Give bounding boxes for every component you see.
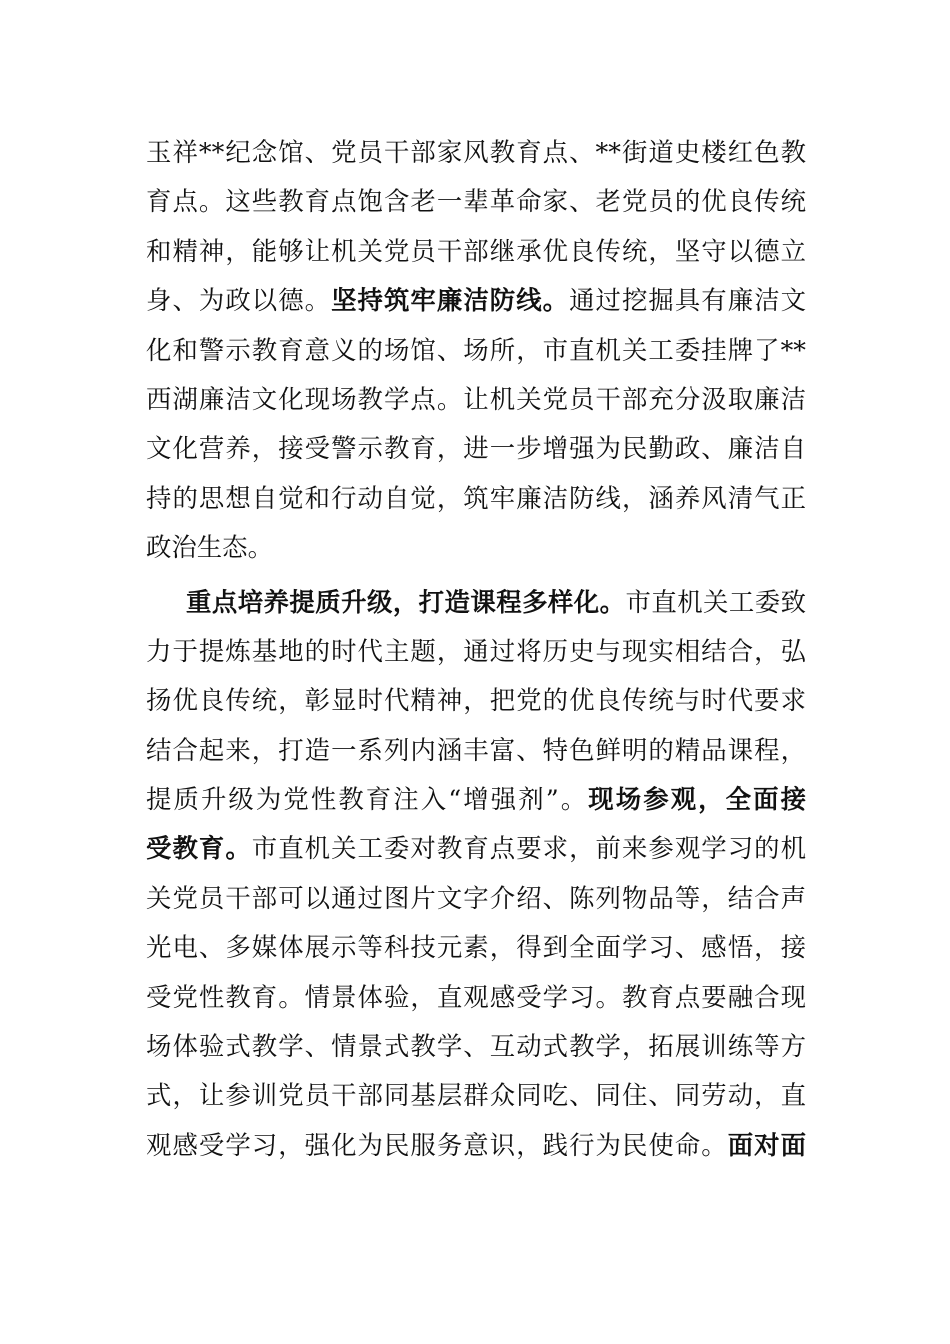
text-run: 育点。这些教育点饱含老一辈革命家、老党员的优良传统 <box>146 186 806 217</box>
text-line <box>146 128 806 177</box>
text-line <box>146 874 806 923</box>
text-line <box>146 1121 806 1170</box>
text-line <box>146 676 806 725</box>
text-line <box>146 326 806 375</box>
text-line <box>146 923 806 972</box>
text-line <box>146 227 806 276</box>
text-run: 式，让参训党员干部同基层群众同吃、同住、同劳动，直 <box>146 1080 806 1111</box>
text-line <box>146 1071 806 1120</box>
text-run: 市直机关工委对教育点要求，前来参观学习的机 <box>251 833 807 864</box>
bold-heading-run: 坚持筑牢廉洁防线。 <box>331 285 570 316</box>
text-run: 和精神，能够让机关党员干部继承优良传统，坚守以德立 <box>146 235 806 266</box>
bold-heading-run: 重点培养提质升级，打造课程多样化。 <box>186 586 626 617</box>
text-line <box>146 474 806 523</box>
text-line <box>146 523 806 572</box>
text-run: 政治生态。 <box>146 532 273 563</box>
text-run: 文化营养，接受警示教育，进一步增强为民勤政、廉洁自 <box>146 433 806 464</box>
text-run: 化和警示教育意义的场馆、场所，市直机关工委挂牌了** <box>146 334 806 365</box>
text-run: 力于提炼基地的时代主题，通过将历史与现实相结合，弘 <box>146 635 806 666</box>
text-line <box>146 775 806 824</box>
bold-heading-run: 现场参观，全面接 <box>588 784 807 815</box>
text-run: 身、为政以德。 <box>146 285 332 316</box>
text-run: 场体验式教学、情景式教学、互动式教学，拓展训练等方 <box>146 1031 806 1062</box>
text-line <box>146 177 806 226</box>
text-run: 关党员干部可以通过图片文字介绍、陈列物品等，结合声 <box>146 882 806 913</box>
text-line <box>146 824 806 873</box>
text-line <box>146 375 806 424</box>
text-line <box>146 1022 806 1071</box>
text-line <box>146 424 806 473</box>
text-run: 扬优良传统，彰显时代精神，把党的优良传统与时代要求 <box>146 685 806 716</box>
text-run: 持的思想自觉和行动自觉，筑牢廉洁防线，涵养风清气正 <box>146 482 806 513</box>
text-line <box>146 726 806 775</box>
text-run: 通过挖掘具有廉洁文 <box>569 285 807 316</box>
document-page <box>146 128 806 1170</box>
text-line <box>146 276 806 325</box>
bold-heading-run: 面对面 <box>727 1129 807 1160</box>
text-line <box>146 578 806 627</box>
text-run: 玉祥**纪念馆、党员干部家风教育点、**街道史楼红色教 <box>146 137 806 167</box>
text-line <box>146 627 806 676</box>
paragraph-1 <box>146 128 806 573</box>
text-run: 西湖廉洁文化现场教学点。让机关党员干部充分汲取廉洁 <box>146 383 806 414</box>
text-run: 光电、多媒体展示等科技元素，得到全面学习、感悟，接 <box>146 932 806 963</box>
text-run: 受党性教育。情景体验，直观感受学习。教育点要融合现 <box>146 981 806 1012</box>
text-line <box>146 973 806 1022</box>
text-run: 提质升级为党性教育注入“增强剂”。 <box>146 784 589 815</box>
paragraph-2 <box>146 578 806 1171</box>
text-run: 观感受学习，强化为民服务意识，践行为民使命。 <box>146 1129 728 1160</box>
bold-heading-run: 受教育。 <box>146 833 252 864</box>
text-run: 市直机关工委致 <box>625 586 807 617</box>
text-run: 结合起来，打造一系列内涵丰富、特色鲜明的精品课程， <box>146 734 806 765</box>
